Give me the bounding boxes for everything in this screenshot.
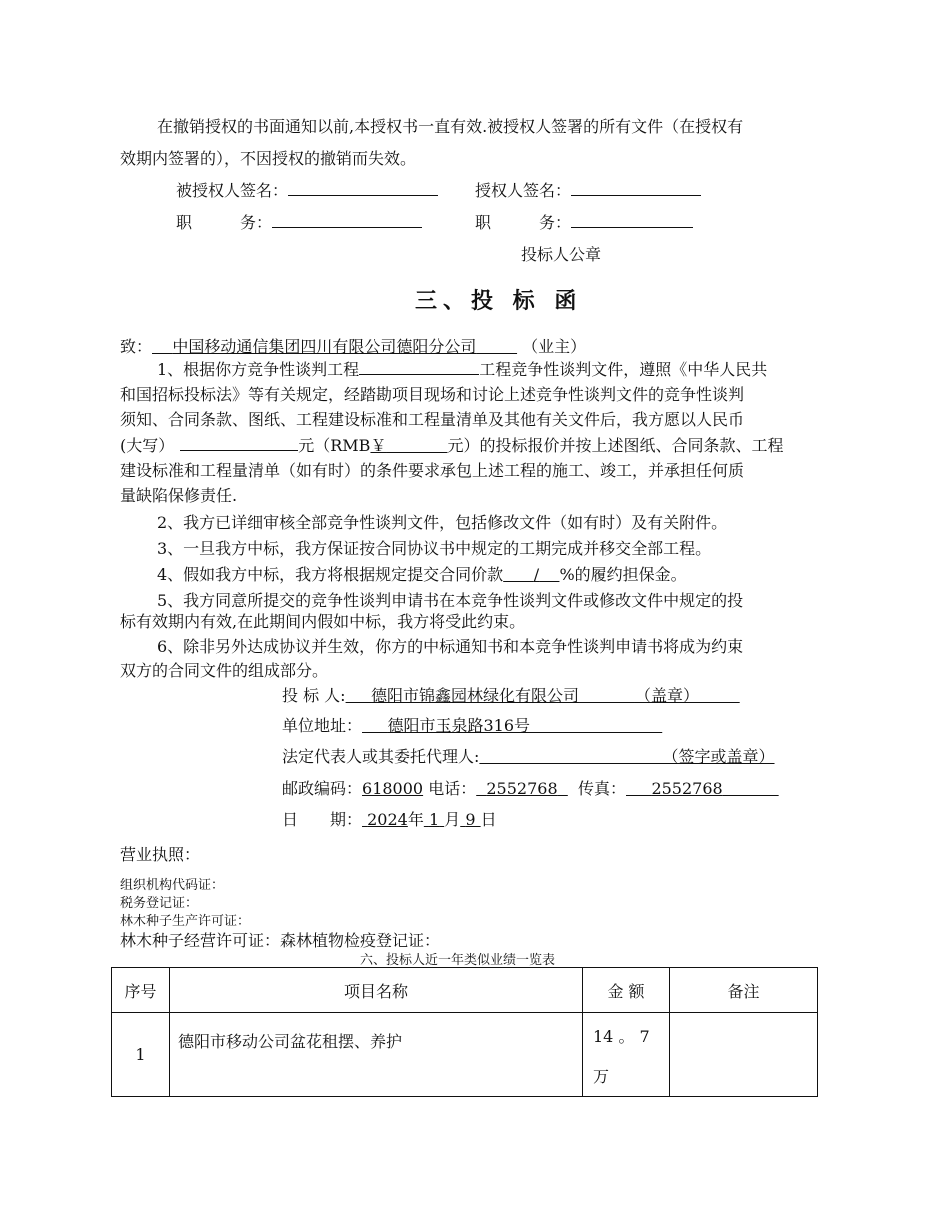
contact-line — [282, 776, 779, 799]
grantor-position-field — [475, 210, 693, 233]
seed-business-license-label: 林木种子经营许可证：森林植物检疫登记证： — [120, 931, 441, 950]
fax-label: 传真： — [577, 779, 626, 798]
item5-line2: 标有效期内有效,在此期间内假如中标，我方将受此约束。 — [120, 612, 526, 631]
performance-table-caption: 六、投标人近一年类似业绩一览表 — [360, 953, 556, 968]
grantee-signature-field — [176, 178, 438, 201]
legal-rep-line — [282, 744, 775, 767]
postcode-label: 邮政编码： — [282, 779, 363, 798]
row-amount — [583, 1013, 670, 1097]
legal-rep-sign-blank: （签字或盖章） — [662, 747, 775, 766]
recipient-line — [120, 334, 586, 357]
item1-line4: (大写） 元（RMB￥ 元）的投标报价并按上述图纸、合同条款、工程 — [120, 436, 784, 455]
item4: 4、假如我方中标，我方将根据规定提交合同价款 / %的履约担保金。 — [157, 565, 687, 584]
tax-registration-label: 税务登记证： — [120, 896, 199, 911]
postcode-value: 618000 — [362, 779, 424, 798]
table-header-row — [112, 968, 818, 1013]
item1-line5: 建设标准和工程量清单（如有时）的条件要求承包上述工程的施工、竣工，并承担任何质 — [120, 461, 745, 480]
performance-table — [111, 967, 818, 1097]
header-no: 序号 — [112, 968, 170, 1013]
item3: 3、一旦我方中标，我方保证按合同协议书中规定的工期完成并移交全部工程。 — [157, 539, 712, 558]
row-project-name: 德阳市移动公司盆花租摆、养护 — [170, 1013, 583, 1097]
grantor-sign-line — [571, 181, 701, 196]
item2: 2、我方已详细审核全部竞争性谈判文件，包括修改文件（如有时）及有关附件。 — [157, 513, 728, 532]
item1-line1: 1、根据你方竞争性谈判工程 工程竞争性谈判文件，遵照《中华人民共 — [157, 360, 768, 379]
header-amount: 金 额 — [583, 968, 670, 1013]
guarantee-percent: / — [533, 565, 540, 584]
bidder-label: 投 标 人: — [282, 686, 346, 705]
item5-line1: 5、我方同意所提交的竞争性谈判申请书在本竞争性谈判文件或修改文件中规定的投 — [157, 591, 744, 610]
business-license-label: 营业执照： — [120, 845, 201, 864]
phone-value: 2552768 — [486, 779, 558, 798]
org-code-label: 组织机构代码证： — [120, 878, 225, 893]
date-day: 9 — [465, 810, 476, 829]
legal-rep-label: 法定代表人或其委托代理人: — [282, 747, 480, 766]
date-label: 日 期： — [282, 810, 363, 829]
row-remarks — [670, 1013, 818, 1097]
grantee-sign-line — [288, 181, 438, 196]
recipient-name: 中国移动通信集团四川有限公司德阳分公司 — [172, 337, 477, 356]
seed-production-license-label: 林木种子生产许可证： — [120, 914, 251, 929]
item1-line6: 量缺陷保修责任. — [120, 486, 238, 505]
grantee-position-field — [176, 210, 422, 233]
row-no: 1 — [112, 1013, 170, 1097]
item1-line3: 须知、合同条款、图纸、工程建设标准和工程量清单及其他有关文件后，我方愿以人民币 — [120, 410, 745, 429]
phone-label: 电话： — [428, 779, 477, 798]
row-amount-line1: 14 。 7 — [593, 1027, 650, 1046]
letter-title: 三、投 标 函 — [415, 289, 583, 314]
row-amount-line2: 万 — [593, 1067, 610, 1086]
date-year: 2024 — [367, 810, 408, 829]
item6-line1: 6、除非另外达成协议并生效，你方的中标通知书和本竞争性谈判申请书将成为约束 — [157, 637, 744, 656]
price-words-blank — [180, 436, 298, 451]
address-line — [282, 713, 662, 736]
address-label: 单位地址： — [282, 716, 363, 735]
bidder-seal-note: 投标人公章 — [521, 245, 602, 264]
item1-line2: 和国招标投标法》等有关规定，经踏勘项目现场和讨论上述竞争性谈判文件的竞争性谈判 — [120, 385, 745, 404]
date-line: 日 期： 2024年 1 月 9 日 — [282, 810, 497, 829]
auth-para-line2: 效期内签署的），不因授权的撤销而失效。 — [120, 149, 417, 168]
position-label-right: 职 务： — [475, 213, 572, 232]
position-label-left: 职 务： — [176, 213, 273, 232]
bidder-name: 德阳市锦鑫园林绿化有限公司 （盖章） — [371, 686, 699, 705]
grantor-position-line — [571, 213, 693, 228]
table-row — [112, 1013, 818, 1097]
address-value: 德阳市玉泉路316号 — [387, 716, 530, 735]
auth-para-line1: 在撤销授权的书面通知以前,本授权书一直有效.被授权人签署的所有文件（在授权有 — [157, 117, 744, 136]
grantee-position-line — [272, 213, 422, 228]
grantor-sign-label: 授权人签名： — [475, 181, 572, 200]
recipient-suffix: （业主） — [522, 337, 587, 356]
header-project-name: 项目名称 — [170, 968, 583, 1013]
project-name-blank — [359, 360, 479, 375]
rmb-amount-blank: ￥ — [370, 436, 387, 455]
grantee-sign-label: 被授权人签名： — [176, 181, 289, 200]
header-remarks: 备注 — [670, 968, 818, 1013]
item6-line2: 双方的合同文件的组成部分。 — [120, 661, 329, 680]
to-label: 致： — [120, 337, 153, 356]
fax-value: 2552768 — [651, 779, 723, 798]
grantor-signature-field — [475, 178, 701, 201]
date-month: 1 — [428, 810, 440, 829]
bidder-line — [282, 683, 740, 706]
